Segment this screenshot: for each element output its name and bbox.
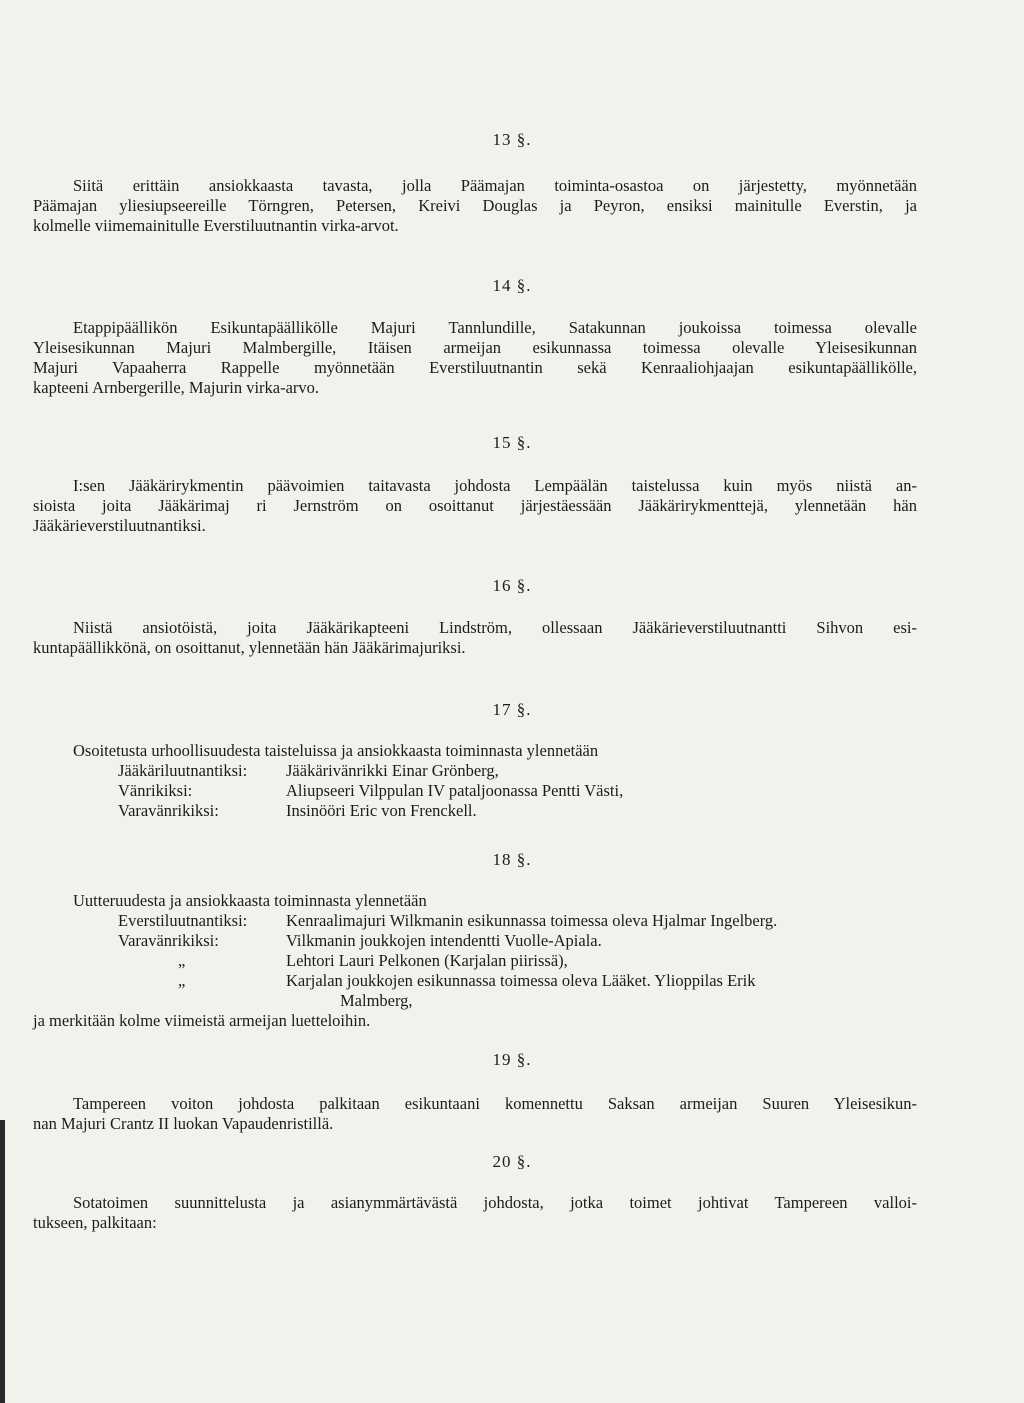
rank-label: Vänrikiksi: [118, 781, 193, 800]
text-line: Jääkärieverstiluutnantiksi. [33, 516, 206, 535]
section-13-heading: 13 §. [492, 130, 532, 149]
ditto-mark: „ [178, 971, 186, 990]
rank-label: Varavänrikiksi: [118, 931, 219, 950]
section-13-paragraph [33, 176, 917, 236]
rank-label: Jääkäriluutnantiksi: [118, 761, 248, 780]
text-line: tukseen, palkitaan: [33, 1213, 157, 1232]
text-line: Tampereen voiton johdosta palkitaan esikuntaani komennettu Saksan armeijan Suuren Yleisesikun- [73, 1094, 917, 1113]
section-19-heading: 19 §. [492, 1050, 532, 1069]
text-line: Päämajan yliesiupseereille Törngren, Petersen, Kreivi Douglas ja Peyron, ensiksi mainitulle Everstin, ja [33, 196, 917, 215]
section-18-intro: Uutteruudesta ja ansiokkaasta toiminnasta ylennetään [73, 891, 427, 910]
rank-label: Varavänrikiksi: [118, 801, 219, 820]
section-17-intro: Osoitetusta urhoollisuudesta taisteluissa ja ansiokkaasta toiminnasta ylennetään [73, 741, 599, 760]
section-19-paragraph [33, 1094, 917, 1134]
section-16-paragraph [33, 618, 917, 658]
person-value: Vilkmanin joukkojen intendentti Vuolle-Apiala. [286, 931, 602, 950]
text-line: Majuri Vapaaherra Rappelle myönnetään Everstiluutnantin sekä Kenraaliohjaajan esikuntapäällikölle, [33, 358, 917, 377]
text-line: I:sen Jääkärirykmentin päävoimien taitavasta johdosta Lempäälän taistelussa kuin myös niistä an- [73, 476, 917, 495]
section-14-heading: 14 §. [492, 276, 532, 295]
rank-label: Everstiluutnantiksi: [118, 911, 248, 930]
person-value: Aliupseeri Vilppulan IV pataljoonassa Pentti Västi, [286, 781, 624, 800]
person-value: Insinööri Eric von Frenckell. [286, 801, 477, 820]
section-18-outro: ja merkitään kolme viimeistä armeijan luetteloihin. [33, 1011, 371, 1030]
section-15-heading: 15 §. [492, 433, 532, 452]
section-18-heading: 18 §. [492, 850, 532, 869]
text-line: kapteeni Arnbergerille, Majurin virka-arvo. [33, 378, 320, 397]
text-line: kolmelle viimemainitulle Everstiluutnantin virka-arvot. [33, 216, 399, 235]
section-14-paragraph [33, 318, 917, 398]
section-20-paragraph [33, 1193, 917, 1233]
text-line: Yleisesikunnan Majuri Malmbergille, Itäisen armeijan esikunnassa toimessa olevalle Yleisesikunnan [33, 338, 917, 357]
person-value: Malmberg, [340, 991, 413, 1010]
person-value: Kenraalimajuri Wilkmanin esikunnassa toimessa oleva Hjalmar Ingelberg. [286, 911, 778, 930]
text-line: nan Majuri Crantz II luokan Vapaudenristillä. [33, 1114, 334, 1133]
person-value: Karjalan joukkojen esikunnassa toimessa oleva Lääket. Ylioppilas Erik [286, 971, 756, 990]
section-16-heading: 16 §. [492, 576, 532, 595]
ditto-mark: „ [178, 951, 186, 970]
text-line: kuntapäällikkönä, on osoittanut, ylennetään hän Jääkärimajuriksi. [33, 638, 466, 657]
section-20-heading: 20 §. [492, 1152, 532, 1171]
section-15-paragraph [33, 476, 917, 536]
person-value: Lehtori Lauri Pelkonen (Karjalan piirissä), [286, 951, 568, 970]
text-line: Siitä erittäin ansiokkaasta tavasta, jolla Päämajan toiminta-osastoa on järjestetty, myönnetään [73, 176, 917, 195]
section-17-heading: 17 §. [492, 700, 532, 719]
text-line: Sotatoimen suunnittelusta ja asianymmärtävästä johdosta, jotka toimet johtivat Tampereen valloi- [73, 1193, 917, 1212]
text-line: sioista joita Jääkärimaj ri Jernström on osoittanut järjestäessään Jääkärirykmenttejä, ylennetään hän [33, 496, 917, 515]
text-line: Etappipäällikön Esikuntapäällikölle Majuri Tannlundille, Satakunnan joukoissa toimessa olevalle [73, 318, 917, 337]
text-line: Niistä ansiotöistä, joita Jääkärikapteeni Lindström, ollessaan Jääkärieverstiluutnantti Sihvon esi- [73, 618, 917, 637]
person-value: Jääkärivänrikki Einar Grönberg, [286, 761, 499, 780]
